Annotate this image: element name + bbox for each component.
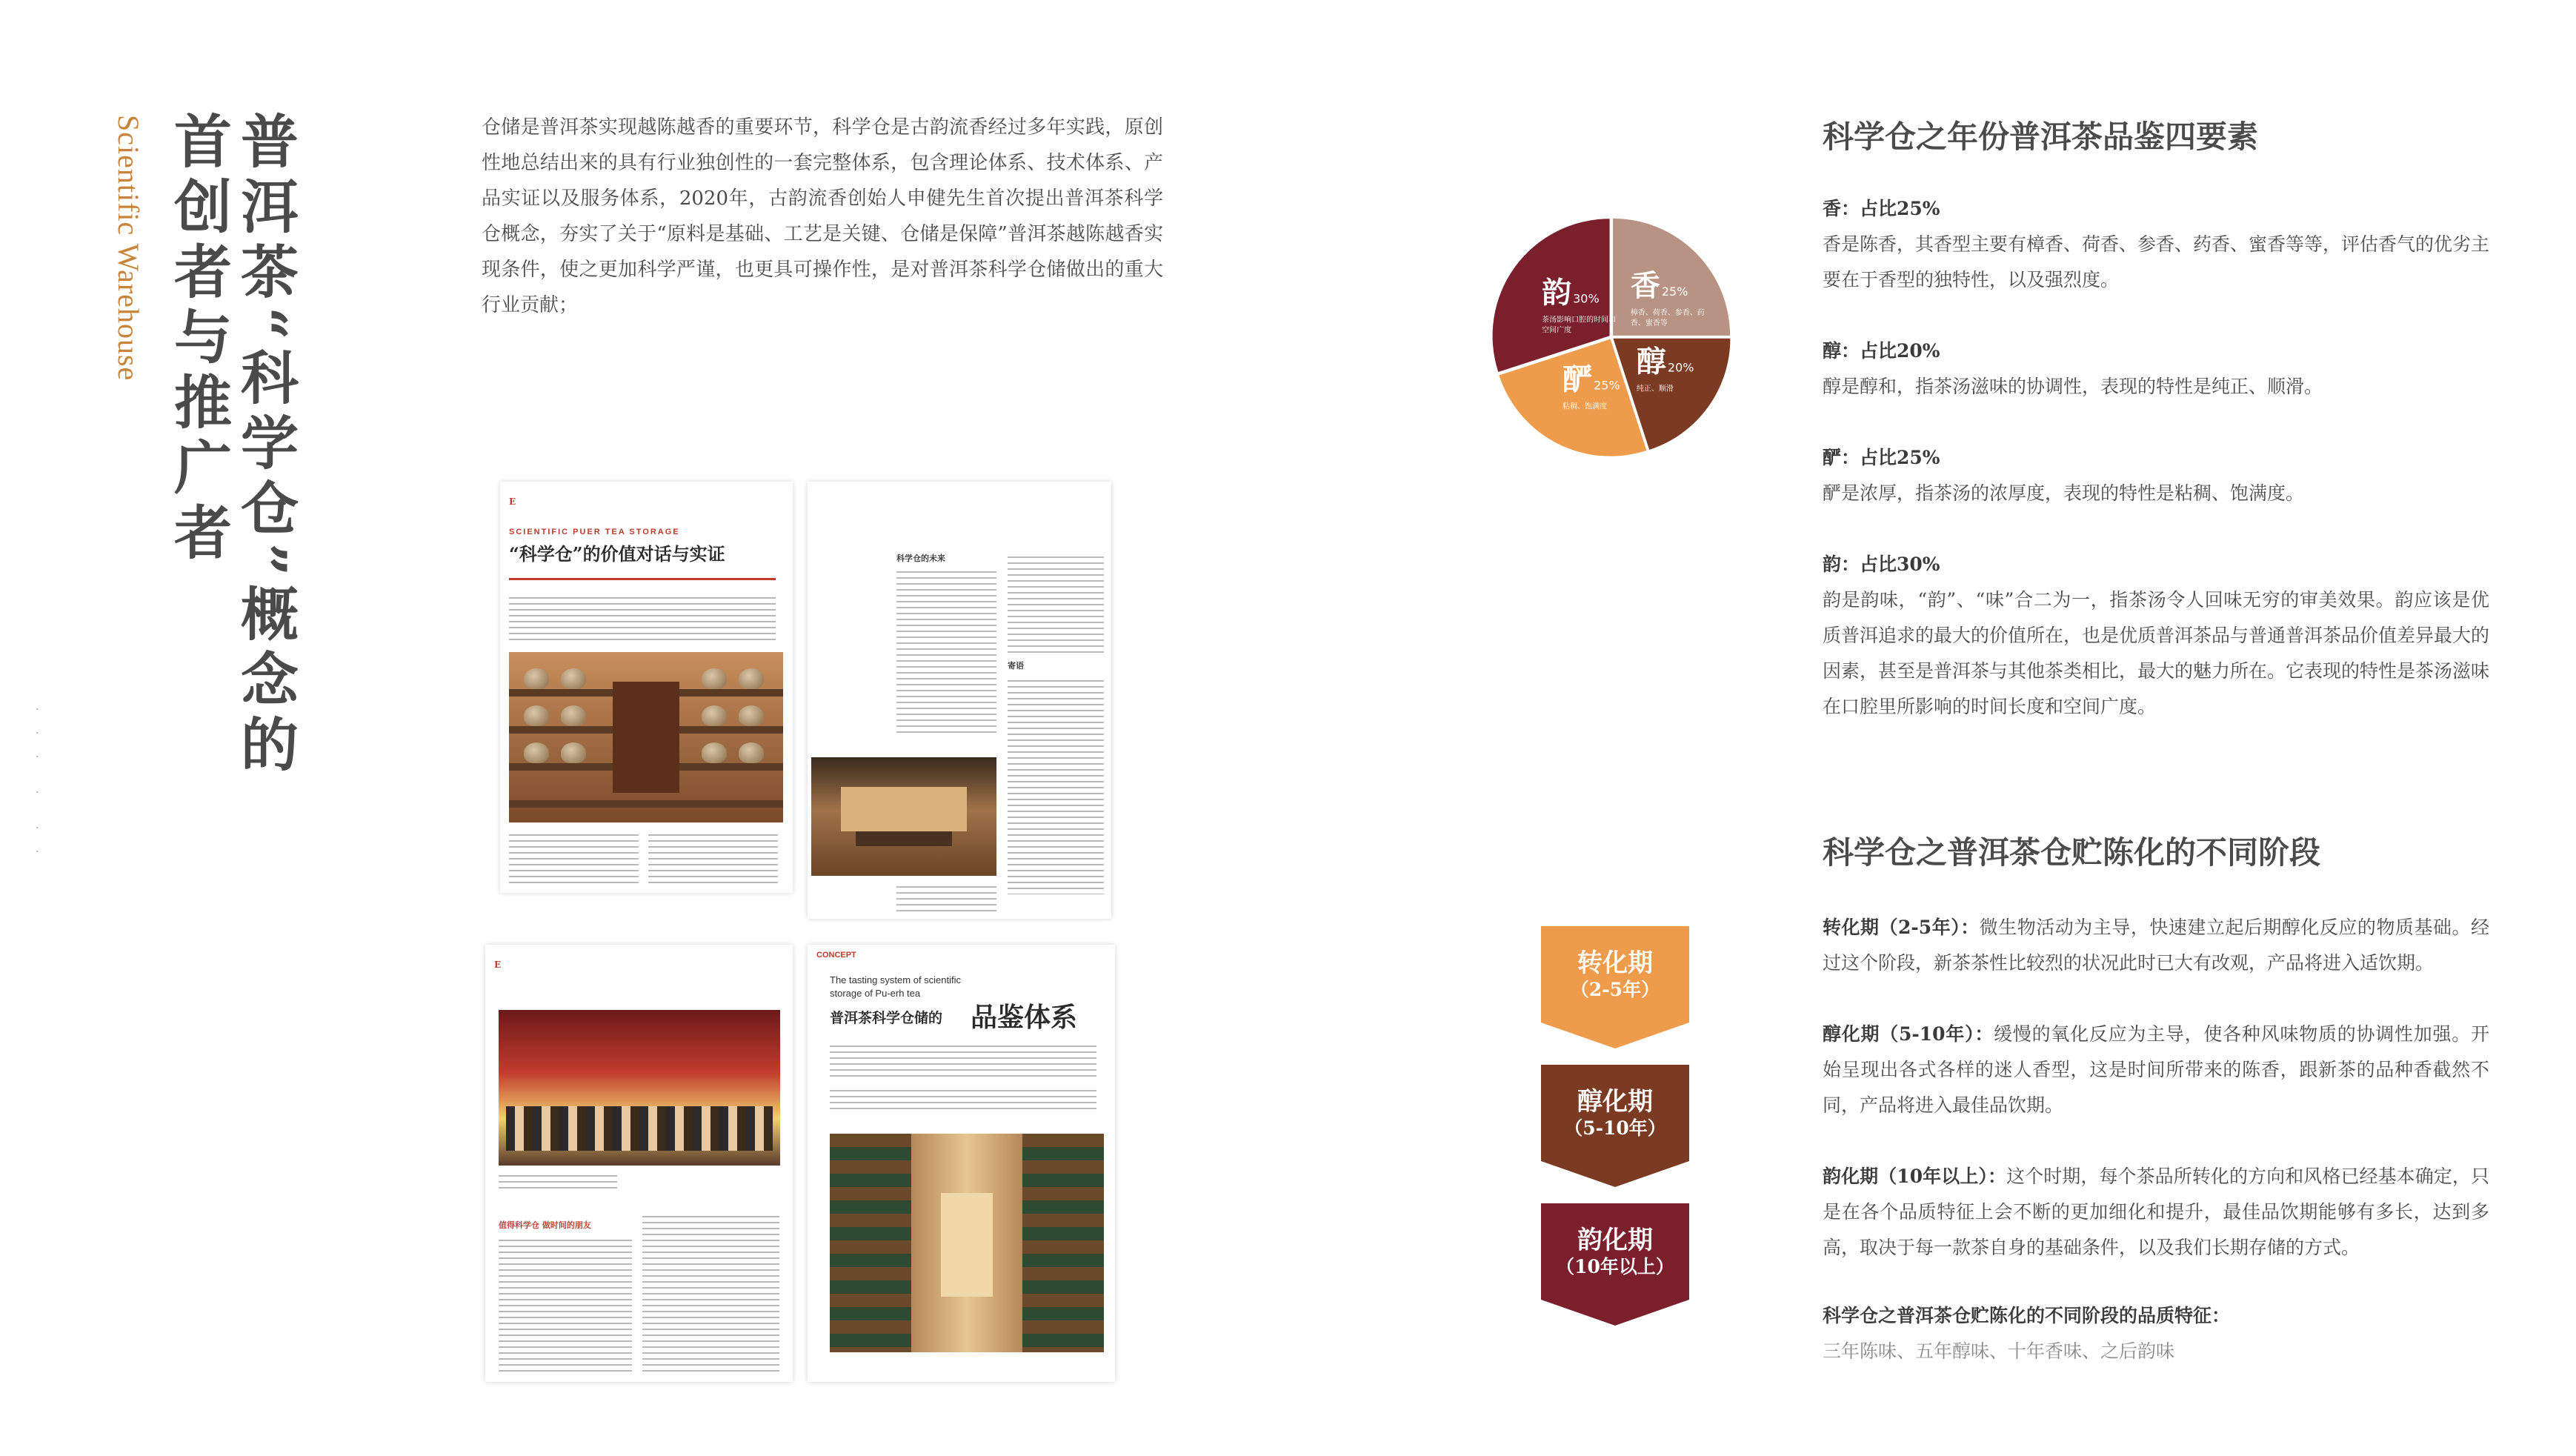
concept-tag: CONCEPT bbox=[816, 951, 856, 960]
intro-paragraph: 仓储是普洱茶实现越陈越香的重要环节，科学仓是古韵流香经过多年实践，原创性地总结出来的具有行业独创性的一套完整体系，包含理论体系、技术体系、产品实证以及服务体系，2020年，古韵流香创始人申健先生首次提出普洱茶科学仓概念，夯实了关于“原料是基础、工艺是关键、仓储是保障”普洱茶越陈越香实现条件，使之更加科学严谨，也更具可操作性，是对普洱茶科学仓储做出的重大行业贡献； bbox=[482, 116, 1163, 316]
element-yun bbox=[1823, 547, 2489, 725]
title-column-1: 普洱茶“科学仓”概念的 bbox=[231, 111, 299, 779]
pie-label-char: 酽 bbox=[1562, 362, 1593, 397]
pie-label-desc: 粘稠、饱满度 bbox=[1562, 402, 1608, 411]
chevron-title: 转化期 bbox=[1577, 948, 1653, 978]
pie-label-desc-cont: 香、蜜香等 bbox=[1630, 319, 1668, 328]
element-chun bbox=[1823, 333, 2489, 405]
magazine-page-1 bbox=[500, 482, 793, 893]
element-yun-text: 韵是韵味，“韵”、“味”合二为一，指茶汤令人回味无穷的审美效果。韵应该是优质普洱追求的最大的价值所在，也是优质普洱茶品与普通普洱茶品价值差异最大的因素，甚至是普洱茶与其他茶类相比，最大的魅力所在。它表现的特性是茶汤滋味在口腔里所影响的时间长度和空间广度。 bbox=[1823, 589, 2490, 717]
stage-transform-label: 转化期（2-5年）： bbox=[1823, 917, 1980, 938]
stage-summary bbox=[1823, 1298, 2489, 1369]
section1-heading: 科学仓之年份普洱茶品鉴四要素 bbox=[1823, 119, 2259, 155]
pie-label-pct: 25% bbox=[1594, 378, 1620, 393]
pie-label-char: 韵 bbox=[1542, 275, 1572, 310]
chevron-title: 韵化期 bbox=[1577, 1226, 1653, 1255]
stage-transform-text: 微生物活动为主导，快速建立起后期醇化反应的物质基础。经过这个阶段，新茶茶性比较烈的状况此时已大有改观，产品将进入适饮期。 bbox=[1823, 917, 2489, 974]
section2-heading: 科学仓之普洱茶仓贮陈化的不同阶段 bbox=[1823, 834, 2321, 871]
english-article-title-2: storage of Pu-erh tea bbox=[830, 988, 921, 999]
pie-label-char: 醇 bbox=[1636, 344, 1666, 379]
element-xiang bbox=[1823, 191, 2489, 298]
magazine-page-4 bbox=[808, 945, 1115, 1382]
article-title-a: 普洱茶科学仓储的 bbox=[830, 1010, 943, 1026]
magazine-kicker: SCIENTIFIC PUER TEA STORAGE bbox=[509, 528, 680, 536]
chevron-title: 醇化期 bbox=[1577, 1087, 1653, 1117]
magazine-tag-2: E bbox=[494, 960, 502, 970]
element-yun-label: 韵：占比30% bbox=[1823, 554, 1940, 575]
element-chun-label: 醇：占比20% bbox=[1823, 340, 1940, 362]
element-yan bbox=[1823, 440, 2489, 511]
english-article-title-1: The tasting system of scientific bbox=[830, 974, 962, 985]
stage-mellow bbox=[1823, 1017, 2489, 1123]
article-title-b: 品鉴体系 bbox=[971, 1002, 1078, 1033]
stage-mellow-text: 缓慢的氧化反应为主导，使各种风味物质的协调性加强。开始呈现出各式各样的迷人香型，这是时间所带来的陈香，跟新茶的品种香截然不同，产品将进入最佳品饮期。 bbox=[1823, 1023, 2489, 1116]
event-group-photo bbox=[499, 1010, 780, 1166]
element-chun-text: 醇是醇和，指茶汤滋味的协调性，表现的特性是纯正、顺滑。 bbox=[1823, 376, 2323, 397]
chevron-transform-stage bbox=[1541, 926, 1689, 1052]
stage-mellow-label: 醇化期（5-10年）： bbox=[1823, 1023, 1994, 1045]
chevron-years: （5-10年） bbox=[1564, 1117, 1666, 1139]
element-xiang-label: 香：占比25% bbox=[1823, 198, 1940, 219]
chevron-mellow-stage bbox=[1541, 1065, 1689, 1191]
stage-summary-label: 科学仓之普洱茶仓贮陈化的不同阶段的品质特征： bbox=[1823, 1305, 2231, 1326]
chevron-years: （10年以上） bbox=[1556, 1256, 1674, 1277]
element-yan-text: 酽是浓厚，指茶汤的浓厚度，表现的特性是粘稠、饱满度。 bbox=[1823, 482, 2305, 504]
pie-label-pct: 25% bbox=[1661, 285, 1688, 299]
element-yan-label: 酽：占比25% bbox=[1823, 447, 1940, 468]
chevron-years: （2-5年） bbox=[1570, 979, 1660, 1000]
english-subtitle: Scientific Warehouse bbox=[112, 115, 145, 382]
pie-label-desc: 樟香、荷香、参香、药 bbox=[1630, 309, 1705, 318]
stage-charm-text: 这个时期，每个茶品所转化的方向和风格已经基本确定，只是在各个品质特征上会不断的更加细化和提升，最佳品饮期能够有多长，达到多高，取决于每一款茶自身的基础条件，以及我们长期存储的方式。 bbox=[1823, 1166, 2489, 1258]
four-elements-pie-chart bbox=[1489, 215, 1734, 459]
stage-charm-label: 韵化期（10年以上）： bbox=[1823, 1166, 2007, 1187]
magazine-page-3 bbox=[485, 945, 793, 1382]
pie-label-desc: 纯正、顺滑 bbox=[1636, 385, 1674, 393]
warehouse-shelves-photo bbox=[830, 1134, 1104, 1352]
pie-label-pct: 30% bbox=[1573, 291, 1600, 306]
stage-charm bbox=[1823, 1159, 2489, 1266]
pie-label-char: 香 bbox=[1630, 268, 1660, 304]
pie-label-desc: 茶汤影响口腔的时间和 bbox=[1542, 316, 1617, 325]
title-column-2: 首创者与推广者 bbox=[164, 111, 232, 568]
magazine-page-2 bbox=[808, 482, 1111, 919]
stage-summary-text: 三年陈味、五年醇味、十年香味、之后韵味 bbox=[1823, 1340, 2175, 1362]
magazine-section-b: 寄语 bbox=[1008, 661, 1024, 671]
magazine-section-a: 科学仓的未来 bbox=[896, 554, 945, 563]
side-dots-decoration: · · · · · · bbox=[36, 704, 39, 858]
magazine-tag: E bbox=[509, 496, 516, 507]
magazine-headline: “科学仓”的价值对话与实证 bbox=[509, 543, 725, 565]
storage-room-photo bbox=[509, 652, 783, 822]
chevron-charm-stage bbox=[1541, 1203, 1689, 1329]
stage-transform bbox=[1823, 910, 2489, 981]
pie-label-desc-cont: 空间广度 bbox=[1542, 326, 1572, 335]
magazine-section-3: 值得科学仓 做时间的朋友 bbox=[499, 1220, 591, 1230]
pie-label-pct: 20% bbox=[1667, 360, 1694, 375]
element-xiang-text: 香是陈香，其香型主要有樟香、荷香、参香、药香、蜜香等等，评估香气的优劣主要在于香型的独特性，以及强烈度。 bbox=[1823, 233, 2490, 290]
tea-room-photo bbox=[811, 757, 996, 876]
